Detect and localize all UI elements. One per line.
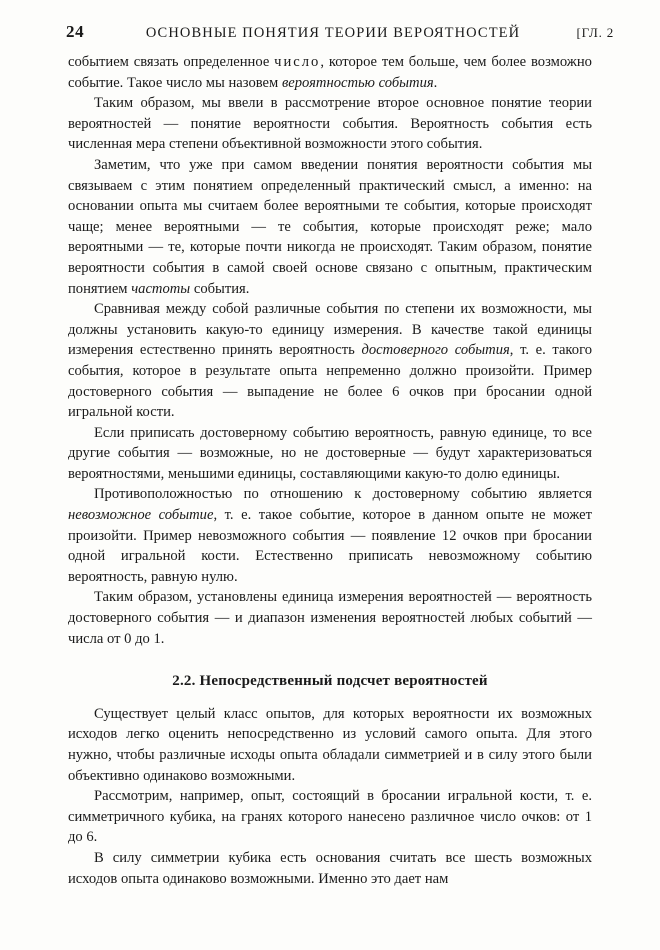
paragraph-4-italic-term: достоверного события [361,342,510,359]
paragraph-8: Существует целый класс опытов, для которых вероятности их возможных исходов легко оценить непосредственно из условий самого опыта. Для этого нужно, чтобы различные исходы опыта обладали симметрией и в силу этого были объективно одинаково возможными. [68,705,592,784]
paragraph-3-part-a: Заметим, что уже при самом введении понятия вероятности события мы связываем с этим понятием определенный практический смысл, а именно: на основании опыта мы считаем более вероятными те события, которые происходят чаще; менее вероятными — те события, которые происходят реже; мало вероятными — те, которые почти никогда не происходят. Таким образом, понятие вероятности события в самой своей основе связано с опытным, практическим понятием [68,156,592,297]
paragraph-5: Если приписать достоверному событию вероятность, равную единице, то все другие события — возможные, но не достоверные — будут характеризоваться вероятностями, меньшими единицы, составляющими какую-то долю единицы. [68,424,592,482]
paragraph-2: Таким образом, мы ввели в рассмотрение второе основное понятие теории вероятностей — понятие вероятности события. Вероятность события есть численная мера степени объективной возможности этого события. [68,95,592,153]
page-header [66,22,614,42]
paragraph-1-spaced-word: число [274,54,321,70]
paragraph-3-part-b: события. [193,280,250,297]
page-body [68,52,592,889]
chapter-marker: [ГЛ. 2 [576,25,614,40]
paragraph-9: Рассмотрим, например, опыт, состоящий в бросании игральной кости, т. е. симметричного кубика, на гранях которого нанесено различное число очков: от 1 до 6. [68,788,592,846]
page-number: 24 [66,22,85,41]
section-heading: 2.2. Непосредственный подсчет вероятностей [172,673,488,690]
paragraph-7: Таким образом, установлены единица измерения вероятностей — вероятность достоверного события — и диапазон изменения вероятностей любых событий — числа от 0 до 1. [68,589,592,647]
paragraph-3 [68,155,592,299]
paragraph-6 [68,484,592,587]
running-head-title: ОСНОВНЫЕ ПОНЯТИЯ ТЕОРИИ ВЕРОЯТНОСТЕЙ [145,25,521,41]
paragraph-10: В силу симметрии кубика есть основания считать все шесть возможных исходов опыта одинаково возможными. Именно это дает нам [68,849,592,887]
paragraph-3-italic-term: частоты [131,280,191,297]
paragraph-1-part-b: , которое тем больше, чем более возможно событие. Такое число мы назовем [68,54,592,91]
paragraph-4 [68,299,592,423]
paragraph-4-part-a: Сравнивая между собой различные события по степени их возможности, мы должны установить какую-то единицу измерения. В качестве такой единицы измерения естественно принять вероятность [68,301,592,359]
paragraph-1 [68,52,592,93]
paragraph-1-part-a: событием связать определенное [68,54,270,70]
paragraph-6-part-a: Противоположностью по отношению к достоверному событию является [94,486,592,503]
paragraph-1-part-c: . [433,74,438,91]
paragraph-1-italic-term: вероятностью события [281,74,434,91]
paragraph-6-part-b: , т. е. такое событие, которое в данном опыте не может произойти. Пример невозможного события — появление 12 очков при бросании одной игральной кости. Естественно приписать невозможному событию вероятность, равную нулю. [68,507,592,585]
paragraph-6-italic-term: невозможное событие [68,507,214,524]
paragraph-4-part-b: , т. е. такого события, которое в результате опыта непременно должно произойти. Пример достоверного события — выпадение не более 6 очков при бросании одной игральной кости. [68,342,592,421]
